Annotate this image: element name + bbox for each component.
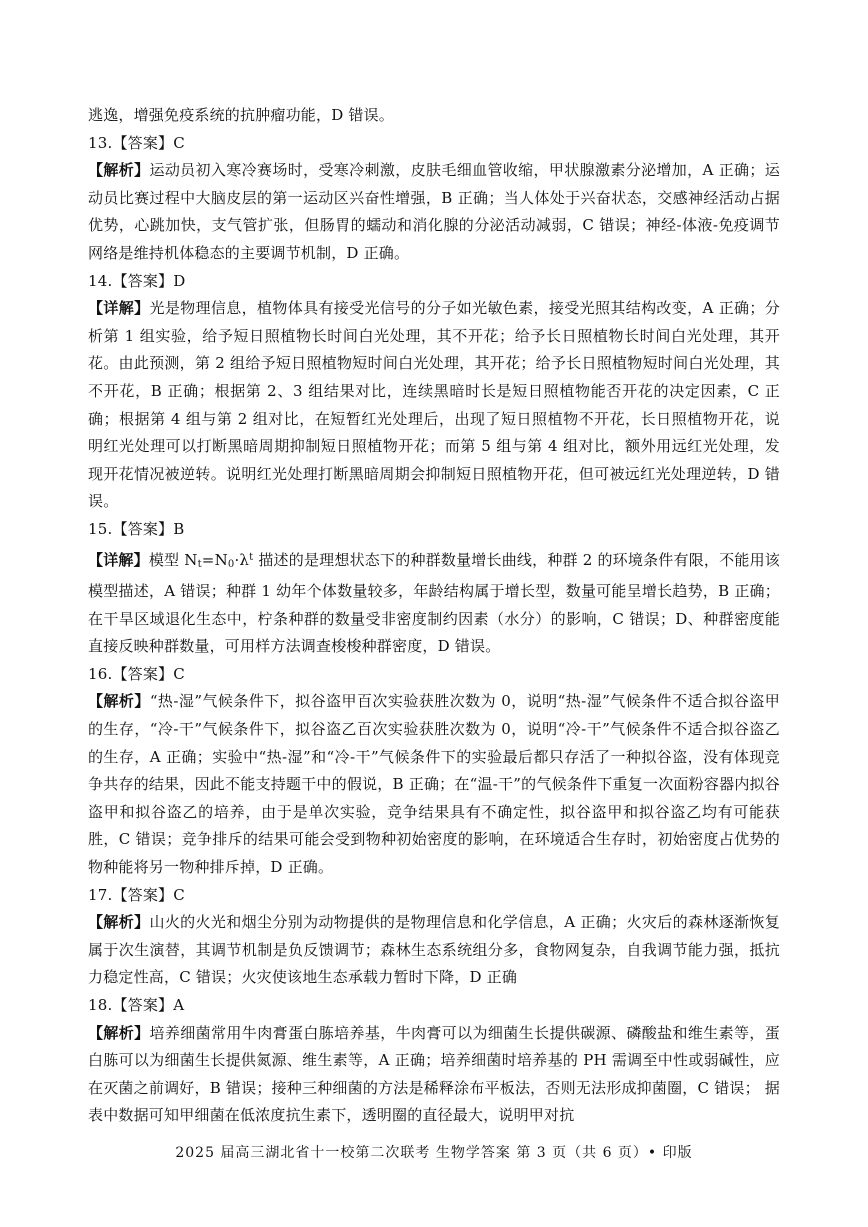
q15-model-dot: ·λ (234, 550, 250, 569)
q15-model-mid: =N (201, 550, 228, 569)
q18-answer: 18.【答案】A (88, 996, 185, 1014)
q18-explanation (88, 1020, 780, 1130)
page-footer: 2025 届高三湖北省十一校第二次联考 生物学答案 第 3 页（共 6 页）• 印版 (175, 1145, 693, 1161)
q17-tag: 【解析】 (88, 913, 150, 932)
intro-paragraph: 逃逸，增强免疫系统的抗肿瘤功能，D 错误。 (88, 106, 394, 124)
q14-explanation (88, 295, 780, 516)
q15-text: 描述的是理想状态下的种群数量增长曲线，种群 2 的环境条件有限，不能用该模型描述，A 错误；种群 1 幼年个体数量较多，年龄结构属于增长型，数量可能呈增长趋势，B 正确；在干旱区域退化生态中，柠条种群的数量受非密度制约因素（水分）的影响，C 错误；D、种群密度能直接反映种群数量，可用样方法调查梭梭种群密度，D 错误。 (88, 550, 780, 656)
q15-model-prefix: 模型 N (148, 550, 198, 569)
q13-answer: 13.【答案】C (88, 133, 185, 152)
q15-model-sub-0: 0 (227, 558, 235, 570)
q18-text: 培养细菌常用牛肉膏蛋白胨培养基，牛肉膏可以为细菌生长提供碳源、磷酸盐和维生素等，蛋白胨可以为细菌生长提供氮源、维生素等，A 正确；培养细菌时培养基的 PH 需调至中性或弱碱性，应在灭菌之前调好，B 错误；接种三种细菌的方法是稀释涂布平板法，否则无法形成抑菌圈，C 错误； 据表中数据可知甲细菌在低浓度抗生素下，透明圈的直径最大，说明甲对抗 (88, 1023, 780, 1125)
q17-text: 山火的火光和烟尘分别为动物提供的是物理信息和化学信息，A 正确；火灾后的森林逐渐恢复属于次生演替，其调节机制是负反馈调节；森林生态系统组分多，食物网复杂，自我调节能力强，抵抗力稳定性高，C 错误；火灾使该地生态承载力暂时下降，D 正确 (88, 913, 780, 987)
q13-explanation (88, 157, 780, 267)
q13-text: 运动员初入寒冷赛场时，受寒冷刺激，皮肤毛细血管收缩，甲状腺激素分泌增加，A 正确；运动员比赛过程中大脑皮层的第一运动区兴奋性增强，B 正确；当人体处于兴奋状态，交感神经活动占据优势，心跳加快，支气管扩张，但肠胃的蠕动和消化腺的分泌活动减弱，C 错误；神经-体液-免疫调节网络是维持机体稳态的主要调节机制，D 正确。 (88, 161, 780, 262)
q16-answer: 16.【答案】C (88, 664, 185, 683)
q15-answer: 15.【答案】B (88, 519, 185, 538)
q17-answer: 17.【答案】C (88, 885, 185, 904)
q15-tag: 【详解】 (88, 550, 149, 569)
q16-text: “热-湿”气候条件下，拟谷盗甲百次实验获胜次数为 0，说明“热-湿”气候条件不适合拟谷盗甲的生存，“冷-干”气候条件下，拟谷盗乙百次实验获胜次数为 0，说明“冷-干”气候条件不适合拟谷盗乙的生存，A 正确；实验中“热-湿”和“冷-干”气候条件下的实验最后都只存活了一种拟谷盗，没有体现竞争共存的结果，因此不能支持题干中的假说，B 正确；在“温-干”的气候条件下重复一次面粉容器内拟谷盗甲和拟谷盗乙的培养，由于是单次实验，竞争结果具有不确定性，拟谷盗甲和拟谷盗乙均有可能获胜，C 错误；竞争排斥的结果可能会受到物种初始密度的影响，在环境适合生存时，初始密度占优势的物种能将另一物种排斥掉，D 正确。 (88, 692, 780, 877)
answer-content (88, 102, 780, 1130)
q16-tag: 【解析】 (88, 692, 150, 711)
q15-model-sub-t: t (197, 558, 202, 570)
q13-tag: 【解析】 (88, 161, 150, 180)
q15-model-sup-t: t (249, 551, 254, 563)
q14-text: 光是物理信息，植物体具有接受光信号的分子如光敏色素，接受光照其结构改变，A 正确；分析第 1 组实验，给予短日照植物长时间白光处理，其不开花；给予长日照植物长时间白光处理，其开花。由此预测，第 2 组给予短日照植物短时间白光处理，其开花；给予长日照植物短时间白光处理，其不开花，B 正确；根据第 2、3 组结果对比，连续黑暗时长是短日照植物能否开花的决定因素，C 正确；根据第 4 组与第 2 组对比，在短暂红光处理后，出现了短日照植物不开花，长日照植物开花，说明红光处理可以打断黑暗周期抑制短日照植物开花；而第 5 组与第 4 组对比，额外用远红光处理，发现开花情况被逆转。说明红光处理打断黑暗周期会抑制短日照植物开花，但可被远红光处理逆转，D 错误。 (88, 299, 780, 511)
q14-tag: 【详解】 (88, 299, 150, 318)
q18-tag: 【解析】 (88, 1023, 150, 1042)
q17-explanation (88, 909, 780, 992)
q16-explanation (88, 688, 780, 881)
q15-explanation (88, 544, 780, 661)
q14-answer: 14.【答案】D (88, 271, 186, 290)
